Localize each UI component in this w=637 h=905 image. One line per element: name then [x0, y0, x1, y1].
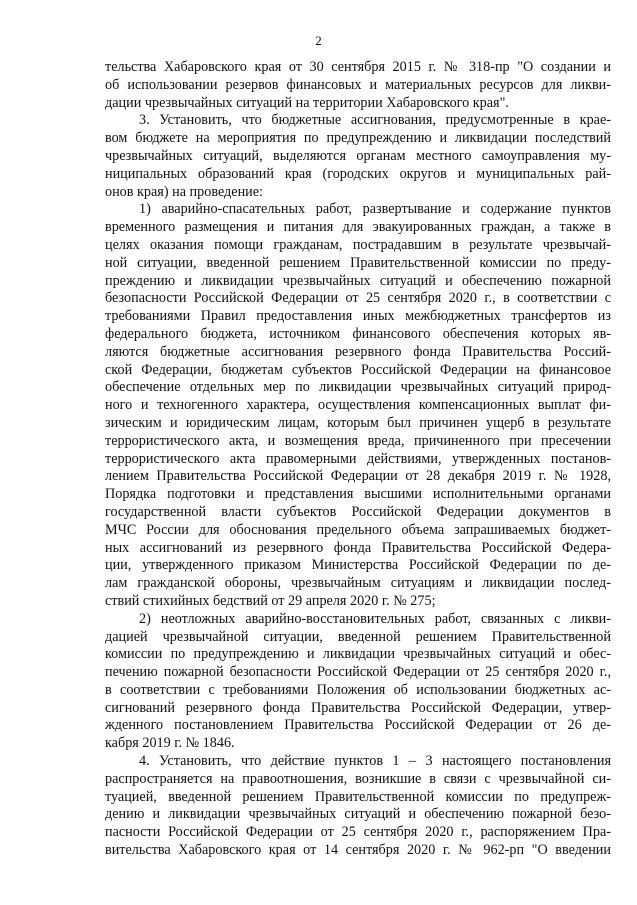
paragraph-subclause-1 — [105, 201, 611, 610]
paragraph-subclause-2 — [105, 611, 611, 753]
text-line: дению и ликвидации чрезвычайных ситуаций и обеспечению пожарной безо- — [105, 806, 611, 823]
page-number: 2 — [315, 33, 322, 48]
text-line: пасности Российской Федерации от 25 сентября 2020 г., распоряжением Пра- — [105, 824, 611, 841]
text-line: дации чрезвычайных ситуаций на территории Хабаровского края". — [105, 94, 509, 111]
paragraph-clause-4 — [105, 753, 611, 860]
text-line: 1) аварийно-спасательных работ, развертывание и содержание пунктов — [139, 201, 611, 218]
text-line: вительства Хабаровского края от 14 сентября 2020 г. № 962-рп "О введении — [105, 842, 611, 859]
paragraph-clause-3 — [105, 112, 611, 201]
text-line: сигнований резервного фонда Правительства Российской Федерации, утвер- — [105, 699, 611, 716]
text-line: безопасности Российской Федерации от 25 сентября 2020 г., в соответствии с — [105, 290, 611, 307]
text-line: ниципальных образований края (городских округов и муниципальных рай- — [105, 165, 611, 182]
paragraph-continuation — [105, 59, 611, 112]
text-line: в соответствии с требованиями Положения об использовании бюджетных ас- — [105, 681, 611, 698]
text-line: туацией, введенной решением Правительственной комиссии по предупреж- — [105, 788, 611, 805]
text-line: лением Правительства Российской Федерации от 28 декабря 2019 г. № 1928, — [105, 468, 611, 485]
text-line: требованиями Правил предоставления иных межбюджетных трансфертов из — [105, 308, 611, 325]
text-line: вом бюджете на мероприятия по предупреждению и ликвидации последствий — [105, 130, 611, 147]
text-line: распространяется на правоотношения, возникшие в связи с чрезвычайной си- — [105, 770, 611, 787]
text-line: онов края) на проведение: — [105, 183, 263, 200]
text-line: жденного постановлением Правительства Российской Федерации от 26 де- — [105, 717, 611, 734]
text-line: целях оказания помощи гражданам, пострадавшим в результате чрезвычай- — [105, 236, 611, 253]
text-line: ных ассигнований из резервного фонда Правительства Российской Федера- — [105, 539, 611, 556]
document-body — [105, 59, 611, 860]
text-line: террористического акта, и возмещения вреда, причиненного при пресечении — [105, 432, 611, 449]
text-line: дацией чрезвычайной ситуации, введенной решением Правительственной — [105, 628, 611, 645]
text-line: федерального бюджета, источником финансового обеспечения которых яв- — [105, 325, 611, 342]
text-line: террористического акта правомерными действиями, утвержденных постанов- — [105, 450, 611, 467]
text-line: государственной власти субъектов Российской Федерации документов в — [105, 503, 611, 520]
text-line: кабря 2019 г. № 1846. — [105, 735, 235, 752]
text-line: 3. Установить, что бюджетные ассигнования, предусмотренные в крае- — [139, 112, 611, 129]
text-line: 4. Установить, что действие пунктов 1 – 3 настоящего постановления — [139, 753, 611, 770]
text-line: ного и техногенного характера, осуществления компенсационных выплат фи- — [105, 397, 611, 414]
text-line: об использовании резервов финансовых и материальных ресурсов для ликви- — [105, 76, 611, 93]
text-line: ляются бюджетные ассигнования резервного фонда Правительства Россий- — [105, 343, 611, 360]
text-line: лам гражданской обороны, чрезвычайным ситуациям и ликвидации послед- — [105, 575, 611, 592]
text-line: 2) неотложных аварийно-восстановительных работ, связанных с ликви- — [139, 610, 611, 627]
text-line: комиссии по предупреждению и ликвидации чрезвычайных ситуаций и обес- — [105, 646, 611, 663]
text-line: временного размещения и питания для эвакуированных граждан, а также в — [105, 219, 611, 236]
text-line: чрезвычайных ситуаций, выделяются органам местного самоуправления му- — [105, 147, 611, 164]
text-line: преждению и ликвидации чрезвычайных ситуаций и обеспечению пожарной — [105, 272, 611, 289]
text-line: ской Федерации, бюджетам субъектов Российской Федерации на финансовое — [105, 361, 611, 378]
text-line: ствий стихийных бедствий от 29 апреля 2020 г. № 275; — [105, 592, 436, 609]
text-line: ции, утвержденного приказом Министерства Российской Федерации по де- — [105, 557, 611, 574]
text-line: тельства Хабаровского края от 30 сентября 2015 г. № 318-пр "О создании и — [105, 59, 611, 75]
text-line: печению пожарной безопасности Российской Федерации от 25 сентября 2020 г., — [105, 664, 611, 681]
text-line: зическим и юридическим лицам, которым был причинен ущерб в результате — [105, 414, 611, 431]
text-line: ной ситуации, введенной решением Правительственной комиссии по преду- — [105, 254, 611, 271]
text-line: МЧС России для обоснования предельного объема запрашиваемых бюджет- — [105, 521, 611, 538]
text-line: обеспечение отдельных мер по ликвидации чрезвычайных ситуаций природ- — [105, 379, 611, 396]
text-line: Порядка подготовки и представления высшими исполнительными органами — [105, 486, 611, 503]
